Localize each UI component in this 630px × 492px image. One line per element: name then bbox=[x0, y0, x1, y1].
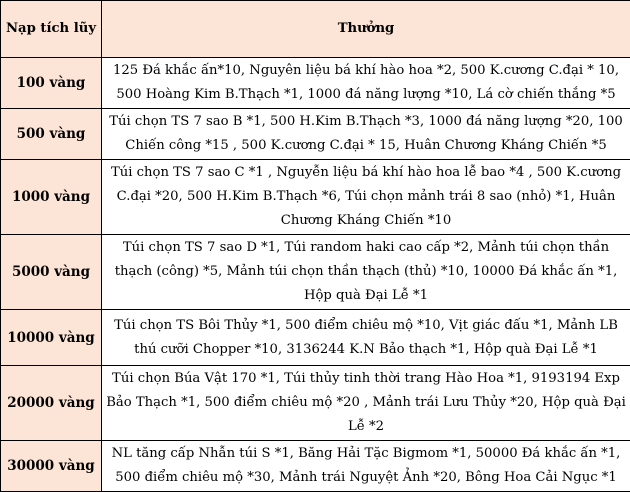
reward-cell: 125 Đá khắc ấn*10, Nguyên liệu bá khí hào hoa *2, 500 K.cương C.đại * 10, 500 Hoàng Kim B.Thạch *1, 1000 đá năng lượng *10, Lá cờ chiến thắng *5 bbox=[102, 58, 630, 109]
amount-cell: 1000 vàng bbox=[1, 160, 102, 235]
reward-cell: NL tăng cấp Nhẫn túi S *1, Băng Hải Tặc Bigmom *1, 50000 Đá khắc ấn *1, 500 điểm chiêu mộ *30, Mảnh trái Nguyệt Ảnh *20, Bông Hoa Cải Ngục *1 bbox=[102, 441, 630, 492]
amount-cell: 500 vàng bbox=[1, 109, 102, 160]
header-row bbox=[1, 1, 630, 58]
header-reward: Thưởng bbox=[102, 1, 630, 58]
table-row bbox=[1, 160, 630, 235]
table-row bbox=[1, 109, 630, 160]
reward-cell: Túi chọn Búa Vật 170 *1, Túi thủy tinh thời trang Hào Hoa *1, 9193194 Exp Bảo Thạch *1, 500 điểm chiêu mộ *20 , Mảnh trái Lưu Thủy *20, Hộp quà Đại Lễ *2 bbox=[102, 366, 630, 441]
reward-cell: Túi chọn TS Bôi Thủy *1, 500 điểm chiêu mộ *10, Vịt giác đấu *1, Mảnh LB thú cưỡi Chopper *10, 3136244 K.N Bảo thạch *1, Hộp quà Đại Lễ *1 bbox=[102, 310, 630, 366]
table-row bbox=[1, 366, 630, 441]
table-row bbox=[1, 441, 630, 492]
header-amount: Nạp tích lũy bbox=[1, 1, 102, 58]
amount-cell: 30000 vàng bbox=[1, 441, 102, 492]
amount-cell: 100 vàng bbox=[1, 58, 102, 109]
table-row bbox=[1, 58, 630, 109]
reward-cell: Túi chọn TS 7 sao C *1 , Nguyễn liệu bá khí hào hoa lễ bao *4 , 500 K.cương C.đại *20, 500 H.Kim B.Thạch *6, Túi chọn mảnh trái 8 sao (nhỏ) *1, Huân Chương Kháng Chiến *10 bbox=[102, 160, 630, 235]
amount-cell: 20000 vàng bbox=[1, 366, 102, 441]
reward-cell: Túi chọn TS 7 sao B *1, 500 H.Kim B.Thạch *3, 1000 đá năng lượng *20, 100 Chiến công *15 , 500 K.cương C.đại * 15, Huân Chương Kháng Chiến *5 bbox=[102, 109, 630, 160]
table-row bbox=[1, 235, 630, 310]
amount-cell: 10000 vàng bbox=[1, 310, 102, 366]
reward-cell: Túi chọn TS 7 sao D *1, Túi random haki cao cấp *2, Mảnh túi chọn thần thạch (công) *5, Mảnh túi chọn thần thạch (thủ) *10, 10000 Đá khắc ấn *1, Hộp quà Đại Lễ *1 bbox=[102, 235, 630, 310]
amount-cell: 5000 vàng bbox=[1, 235, 102, 310]
table-row bbox=[1, 310, 630, 366]
